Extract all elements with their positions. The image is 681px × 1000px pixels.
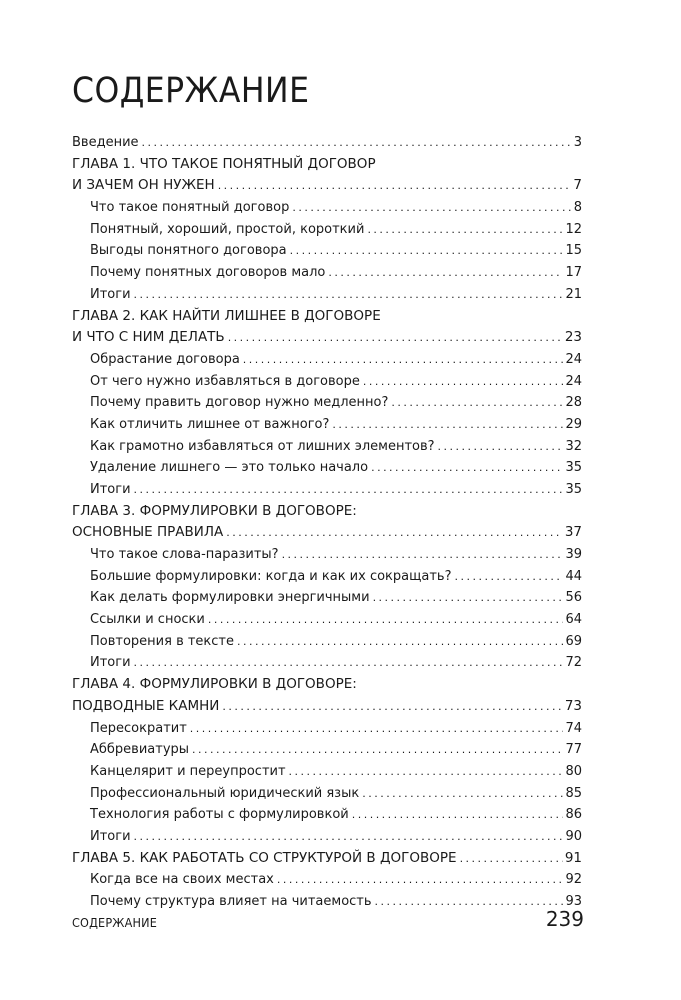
toc-section-label: От чего нужно избавляться в договоре (90, 373, 360, 389)
toc-section[interactable] (72, 587, 582, 609)
toc-chapter-1[interactable] (72, 175, 582, 197)
toc-leader-dots (225, 327, 563, 349)
toc-page-number: 7 (573, 177, 582, 194)
toc-page-number: 35 (565, 460, 582, 476)
toc-page-number: 32 (565, 438, 582, 454)
toc-section-label: Профессиональный юридический язык (90, 785, 360, 801)
toc-section[interactable] (72, 457, 582, 479)
toc-chapter-1-title-line1[interactable]: ГЛАВА 1. ЧТО ТАКОЕ ПОНЯТНЫЙ ДОГОВОР (72, 155, 376, 172)
toc-section-label: Выгоды понятного договора (90, 243, 287, 259)
toc-leader-dots (457, 848, 563, 870)
toc-leader-dots (286, 761, 564, 783)
toc-leader-dots (370, 587, 564, 609)
toc-leader-dots (274, 869, 564, 891)
toc-section-label: Понятный, хороший, простой, короткий (90, 221, 365, 237)
toc-page-number: 24 (565, 373, 582, 389)
toc-section-label: Канцелярит и переупростит (90, 763, 286, 779)
toc-page-number: 92 (565, 872, 582, 888)
toc-page-number: 85 (565, 785, 582, 801)
toc-chapter-2-title-line1[interactable]: ГЛАВА 2. КАК НАЙТИ ЛИШНЕЕ В ДОГОВОРЕ (72, 307, 381, 324)
toc-leader-dots (187, 718, 564, 740)
toc-page-number: 15 (565, 243, 582, 259)
toc-section[interactable] (72, 544, 582, 566)
running-footer-label: СОДЕРЖАНИЕ (72, 915, 157, 930)
toc-section-label: Аббревиатуры (90, 742, 190, 758)
toc-page-number: 80 (565, 763, 582, 779)
toc-page-number: 56 (565, 590, 582, 606)
toc-chapter-2[interactable] (72, 327, 582, 349)
toc-leader-dots (234, 631, 563, 653)
toc-section-label: Повторения в тексте (90, 633, 235, 649)
toc-page-number: 28 (565, 395, 582, 411)
toc-section[interactable] (72, 219, 582, 241)
toc-chapter-3[interactable] (72, 522, 582, 544)
toc-page-number: 74 (565, 720, 582, 736)
toc-section[interactable] (72, 479, 582, 501)
toc-section[interactable] (72, 869, 582, 891)
page-number: 239 (545, 907, 584, 931)
toc-leader-dots (329, 414, 563, 436)
toc-section-label: Как грамотно избавляться от лишних элементов? (90, 438, 435, 454)
table-of-contents (72, 132, 582, 913)
toc-chapter-3-title-line1[interactable]: ГЛАВА 3. ФОРМУЛИРОВКИ В ДОГОВОРЕ: (72, 502, 357, 519)
toc-page-number: 23 (564, 329, 582, 346)
toc-page-number: 91 (564, 849, 582, 866)
toc-page-number: 72 (565, 655, 582, 671)
toc-leader-dots (131, 284, 564, 306)
toc-leader-dots (349, 804, 564, 826)
toc-section[interactable] (72, 804, 582, 826)
toc-section[interactable] (72, 284, 582, 306)
toc-section[interactable] (72, 609, 582, 631)
toc-page-number: 3 (573, 134, 582, 150)
toc-leader-dots (435, 436, 564, 458)
toc-page-number: 69 (565, 633, 582, 649)
toc-entry-intro[interactable] (72, 132, 582, 154)
toc-section-label: Что такое понятный договор (90, 200, 290, 216)
toc-page-number: 64 (565, 612, 582, 628)
page-title: СОДЕРЖАНИЕ (72, 71, 310, 111)
toc-section-label: Пересократит (90, 720, 187, 736)
toc-section[interactable] (72, 197, 582, 219)
toc-section[interactable] (72, 739, 582, 761)
toc-page-number: 37 (564, 524, 582, 541)
toc-leader-dots (359, 783, 563, 805)
toc-chapter-5[interactable] (72, 848, 582, 870)
toc-section-label: Обрастание договора (90, 351, 240, 367)
toc-page-number: 24 (565, 351, 582, 367)
toc-section-label: Большие формулировки: когда и как их сокращать? (90, 568, 452, 584)
toc-leader-dots (372, 891, 564, 913)
toc-section[interactable] (72, 371, 582, 393)
toc-section[interactable] (72, 631, 582, 653)
toc-leader-dots (368, 457, 563, 479)
toc-section-label: Итоги (90, 655, 131, 671)
toc-chapter-title-line2: ПОДВОДНЫЕ КАМНИ (72, 697, 220, 714)
toc-section-label: Ссылки и сноски (90, 612, 205, 628)
toc-leader-dots (287, 240, 564, 262)
toc-leader-dots (139, 132, 572, 154)
toc-section-label: Почему понятных договоров мало (90, 265, 326, 281)
toc-page-number: 93 (565, 894, 582, 910)
toc-leader-dots (451, 566, 563, 588)
toc-section-label: Итоги (90, 481, 131, 497)
toc-page-number: 8 (573, 200, 582, 216)
toc-chapter-4[interactable] (72, 696, 582, 718)
toc-chapter-title-line2: И ЗАЧЕМ ОН НУЖЕН (72, 177, 215, 194)
toc-leader-dots (131, 479, 564, 501)
toc-leader-dots (360, 371, 564, 393)
toc-page-number: 12 (565, 221, 582, 237)
toc-section[interactable] (72, 783, 582, 805)
toc-chapter-title-line2: И ЧТО С НИМ ДЕЛАТЬ (72, 329, 225, 346)
toc-section-label: Итоги (90, 286, 131, 302)
toc-section[interactable] (72, 262, 582, 284)
toc-section-label: Как делать формулировки энергичными (90, 590, 370, 606)
toc-page-number: 73 (564, 697, 582, 714)
toc-section[interactable] (72, 718, 582, 740)
toc-page-number: 39 (565, 547, 582, 563)
toc-leader-dots (205, 609, 564, 631)
toc-page-number: 35 (565, 481, 582, 497)
toc-leader-dots (240, 349, 564, 371)
toc-page-number: 77 (565, 742, 582, 758)
toc-section[interactable] (72, 891, 582, 913)
toc-section-label: Технология работы с формулировкой (90, 807, 349, 823)
toc-section-label: Почему править договор нужно медленно? (90, 395, 389, 411)
toc-leader-dots (131, 826, 564, 848)
toc-section[interactable] (72, 653, 582, 675)
toc-leader-dots (131, 653, 564, 675)
toc-leader-dots (189, 739, 563, 761)
toc-leader-dots (388, 392, 563, 414)
toc-section-label: Итоги (90, 828, 131, 844)
toc-section[interactable] (72, 761, 582, 783)
toc-section[interactable] (72, 826, 582, 848)
toc-page-number: 21 (565, 286, 582, 302)
toc-leader-dots (289, 197, 571, 219)
toc-section[interactable] (72, 414, 582, 436)
toc-leader-dots (364, 219, 563, 241)
toc-leader-dots (223, 522, 563, 544)
toc-entry-label: Введение (72, 134, 139, 150)
toc-leader-dots (325, 262, 563, 284)
toc-chapter-title-line2: ОСНОВНЫЕ ПРАВИЛА (72, 524, 224, 541)
toc-section-label: Что такое слова-паразиты? (90, 547, 279, 563)
toc-section-label: Как отличить лишнее от важного? (90, 416, 330, 432)
toc-leader-dots (219, 696, 562, 718)
toc-section-label: Почему структура влияет на читаемость (90, 894, 372, 910)
toc-section[interactable] (72, 349, 582, 371)
toc-page-number: 29 (565, 416, 582, 432)
toc-section[interactable] (72, 436, 582, 458)
toc-leader-dots (279, 544, 564, 566)
toc-chapter-title: ГЛАВА 5. КАК РАБОТАТЬ СО СТРУКТУРОЙ В ДОГОВОРЕ (72, 849, 457, 866)
toc-section[interactable] (72, 566, 582, 588)
toc-section-label: Когда все на своих местах (90, 872, 274, 888)
toc-section-label: Удаление лишнего — это только начало (90, 460, 369, 476)
toc-leader-dots (215, 175, 572, 197)
toc-page-number: 86 (565, 807, 582, 823)
toc-page-number: 17 (565, 265, 582, 281)
toc-chapter-4-title-line1[interactable]: ГЛАВА 4. ФОРМУЛИРОВКИ В ДОГОВОРЕ: (72, 676, 357, 693)
toc-page-number: 44 (565, 568, 582, 584)
toc-section[interactable] (72, 240, 582, 262)
toc-page-number: 90 (565, 828, 582, 844)
toc-section[interactable] (72, 392, 582, 414)
